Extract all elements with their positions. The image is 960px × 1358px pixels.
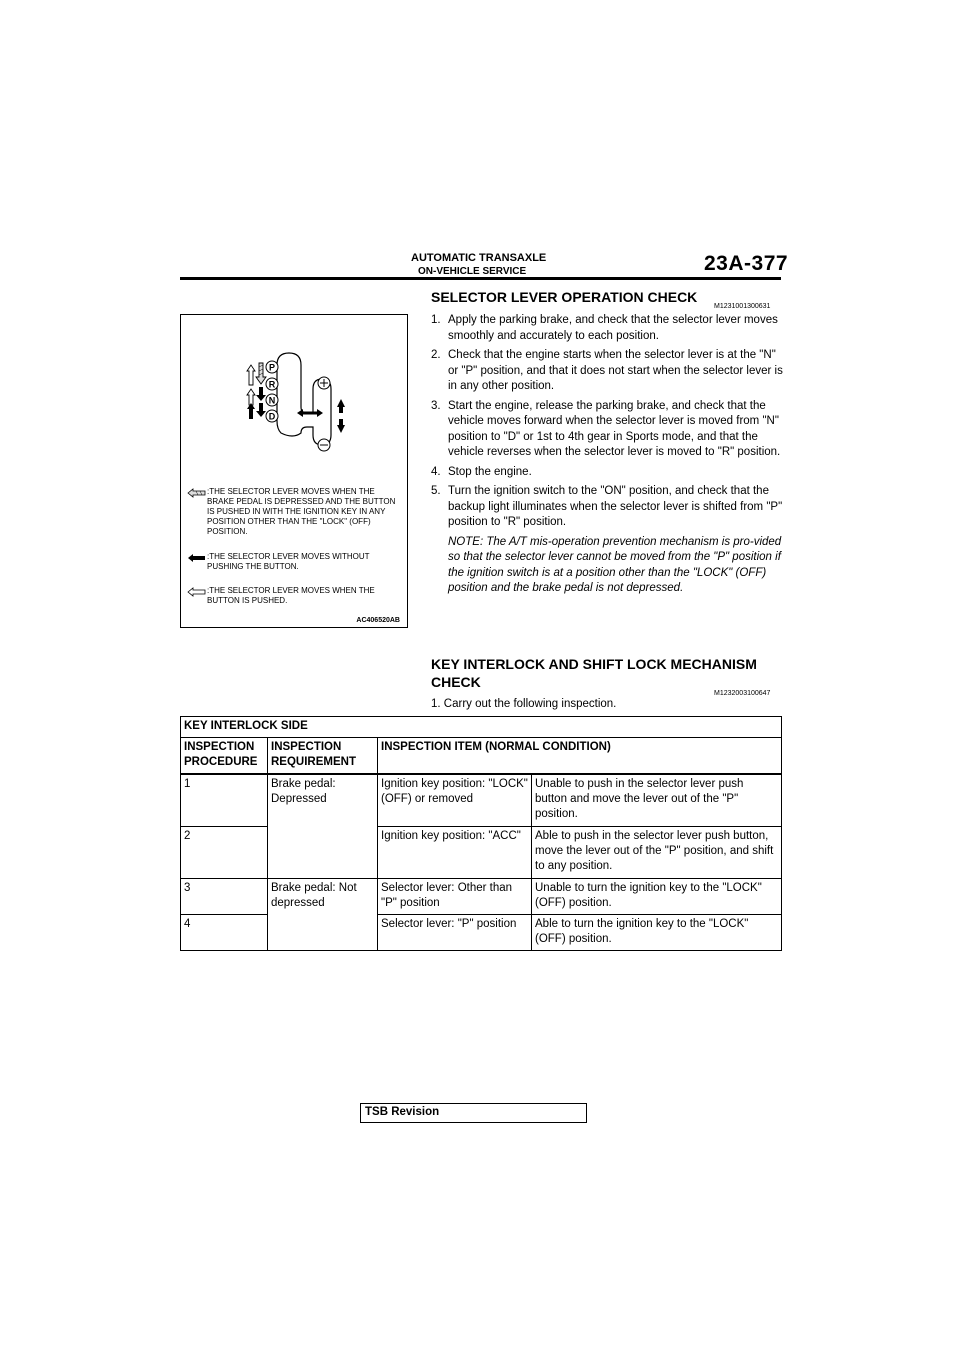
solid-arrow-icon xyxy=(187,553,207,563)
hollow-up-arrow-r xyxy=(247,389,255,405)
page-code: 23A-377 xyxy=(704,252,789,275)
solid-up-arrow-n xyxy=(247,403,255,419)
tsb-revision-label: TSB Revision xyxy=(365,1106,440,1118)
tsb-revision-box xyxy=(360,1103,587,1123)
table-cell: Ignition key position: "LOCK" (OFF) or removed xyxy=(378,774,532,826)
section-title-interlock-line1: KEY INTERLOCK AND SHIFT LOCK MECHANISM xyxy=(431,656,757,672)
gate-p-marker xyxy=(266,361,278,373)
manual-gate-arrow xyxy=(297,409,323,417)
figure-code: AC406520AB xyxy=(356,617,400,624)
step-4: 4. Stop the engine. xyxy=(431,465,532,478)
gate-n-marker xyxy=(266,394,278,406)
table-row xyxy=(181,774,782,826)
key-interlock-table xyxy=(180,716,782,951)
section-title-selector-check: SELECTOR LEVER OPERATION CHECK xyxy=(431,289,698,305)
table-cell: 1 xyxy=(181,774,268,826)
table-caption: KEY INTERLOCK SIDE xyxy=(181,717,782,738)
legend-text: :THE SELECTOR LEVER MOVES WHEN THE BUTTON IS PUSHED. xyxy=(207,586,375,605)
table-row xyxy=(181,878,782,914)
section-id: M1232003100647 xyxy=(714,690,771,697)
column-header: INSPECTION REQUIREMENT xyxy=(268,738,378,775)
hatched-down-arrow-pr xyxy=(256,363,266,384)
procedure-steps xyxy=(431,313,783,601)
header-title: AUTOMATIC TRANSAXLE xyxy=(411,252,547,264)
gate-d-marker xyxy=(266,410,278,422)
table-cell: Unable to turn the ignition key to the "LOCK" (OFF) position. xyxy=(532,878,782,914)
svg-text:D: D xyxy=(268,411,276,422)
step-5: 5. Turn the ignition switch to the "ON" position, and check that the backup light illuminates when the selector lever is shifted from "P" position to "R" position. NOTE: The A/T mis-operation prevention mechanism is pro-vided so that the selector lever cannot be moved from the "P" position if the ignition switch is at a position other than the "LOCK" (OFF) position and the brake pedal is not depressed. xyxy=(431,484,783,597)
gate-r-marker xyxy=(266,378,278,390)
table-cell: Able to push in the selector lever push button, move the lever out of the "P" position, and shift to any position. xyxy=(532,826,782,878)
svg-text:P: P xyxy=(268,362,276,373)
solid-down-arrow-nd xyxy=(256,403,266,417)
legend-text: :THE SELECTOR LEVER MOVES WITHOUT PUSHING THE BUTTON. xyxy=(207,552,370,571)
table-header-row xyxy=(181,738,782,775)
table-cell: Unable to push in the selector lever push button and move the lever out of the "P" position. xyxy=(532,774,782,826)
minus-marker xyxy=(318,439,330,451)
header-rule xyxy=(180,277,781,280)
upshift-arrow xyxy=(337,399,345,413)
table-cell: Selector lever: Other than "P" position xyxy=(378,878,532,914)
section-id: M1231001300631 xyxy=(714,303,771,310)
column-header: INSPECTION ITEM (NORMAL CONDITION) xyxy=(378,738,782,775)
plus-marker xyxy=(318,377,330,389)
shift-gate-diagram xyxy=(181,315,409,629)
hatched-arrow-icon xyxy=(187,488,207,498)
table-cell: Able to turn the ignition key to the "LOCK" (OFF) position. xyxy=(532,914,782,950)
inspection-step: 1. Carry out the following inspection. xyxy=(431,698,617,710)
header-subtitle: ON-VEHICLE SERVICE xyxy=(418,266,527,277)
table-cell: 4 xyxy=(181,914,268,950)
section-title-interlock-line2: CHECK xyxy=(431,674,481,690)
table-cell: 3 xyxy=(181,878,268,914)
table-cell: Ignition key position: "ACC" xyxy=(378,826,532,878)
step-2: 2. Check that the engine starts when the selector lever is at the "N" or "P" position, and that it does not start when the selector lever is in any other position. xyxy=(431,349,783,392)
step-3: 3. Start the engine, release the parking brake, and check that the vehicle moves forward when the selector lever is moved from "N" position to "D" or 1st to 4th gear in Sports mode, and that the vehicle reverses when the selector lever is moved to "R" position. xyxy=(431,399,781,458)
downshift-arrow xyxy=(337,419,345,433)
solid-down-arrow-rn xyxy=(256,387,266,401)
selector-diagram-figure xyxy=(180,314,408,628)
step-1: 1. Apply the parking brake, and check that the selector lever moves smoothly and accurately to each position. xyxy=(431,314,778,342)
svg-text:N: N xyxy=(268,395,276,406)
hollow-arrow-icon xyxy=(187,587,207,597)
table-cell: 2 xyxy=(181,826,268,878)
table-caption-row xyxy=(181,717,782,738)
table-cell: Brake pedal: Depressed xyxy=(268,774,378,878)
table-cell: Brake pedal: Not depressed xyxy=(268,878,378,950)
legend-text: :THE SELECTOR LEVER MOVES WHEN THE BRAKE PEDAL IS DEPRESSED AND THE BUTTON IS PUSHED IN WITH THE IGNITION KEY IN ANY POSITION OTHER THAN THE "LOCK" (OFF) POSITION. xyxy=(207,487,396,536)
column-header: INSPECTION PROCEDURE xyxy=(181,738,268,775)
table-cell: Selector lever: "P" position xyxy=(378,914,532,950)
svg-text:R: R xyxy=(268,379,276,390)
note-text: NOTE: The A/T mis-operation prevention mechanism is pro-vided so that the selector lever cannot be moved from the "P" position if the ignition switch is at a position other than the "LOCK" (OFF) position and the brake pedal is not depressed. xyxy=(448,535,782,594)
hollow-up-arrow-p xyxy=(247,365,255,385)
